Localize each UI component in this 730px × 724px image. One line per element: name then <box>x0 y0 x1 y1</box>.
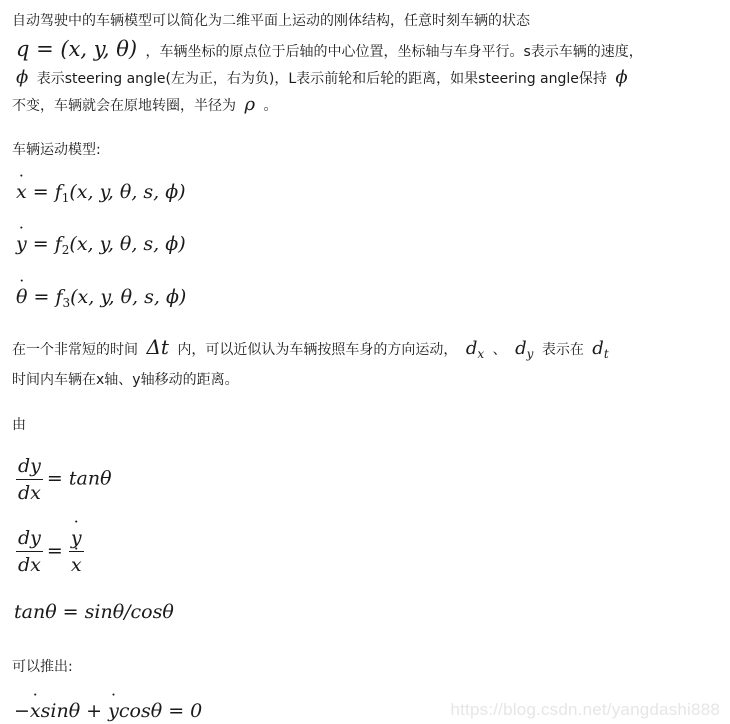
dt-symbol <box>588 338 612 359</box>
dx-symbol <box>462 338 488 359</box>
state-formula: q = (x, y, θ) <box>16 37 138 61</box>
y-dot: ˙ y <box>108 700 119 722</box>
equals: = <box>46 539 63 562</box>
dx-d: d <box>465 338 478 359</box>
intro-line-3 <box>12 65 712 92</box>
dy-symbol <box>511 338 537 359</box>
equation-dydx-ratio <box>16 527 88 576</box>
eq-args: (x, y, θ, s, ϕ) <box>69 233 186 255</box>
delta-t-text-b: 内，可以近似认为车辆按照车身的方向运动， <box>177 342 458 358</box>
eq-rhs: = f <box>27 286 63 308</box>
intro-line-2-text: ，车辆坐标的原点位于后轴的中心位置，坐标轴与车身平行。s表示车辆的速度， <box>145 44 643 60</box>
equation-final <box>14 700 202 722</box>
equation-theta-dot <box>16 286 186 310</box>
eq-args: (x, y, θ, s, ϕ) <box>69 181 186 203</box>
separator: 、 <box>492 342 507 358</box>
x-dot: ˙ x <box>30 700 41 722</box>
denominator <box>71 552 82 576</box>
eq-rhs: = tanθ <box>46 467 112 490</box>
delta-t-text-c: 表示在 <box>541 342 584 358</box>
intro-line-4-end: 。 <box>263 98 278 114</box>
x-dot: ˙ x <box>16 181 27 203</box>
intro-line-2 <box>12 36 712 65</box>
delta-t-symbol: Δt <box>146 335 169 359</box>
delta-t-line-1 <box>12 334 722 367</box>
intro-line-3-text: 表示steering angle(左为正，右为负)，L表示前轮和后轮的距离，如果steering angle保持 <box>36 71 607 87</box>
y-dot: ˙ y <box>71 527 82 549</box>
model-heading: 车辆运动模型: <box>12 142 101 158</box>
y-dot: ˙ y <box>16 233 27 255</box>
eq-part-b: cosθ = 0 <box>118 700 203 722</box>
subscript: 1 <box>61 191 70 205</box>
theta-dot: ˙ θ <box>16 286 27 308</box>
subscript: 2 <box>61 243 70 257</box>
eq-rhs: = f <box>26 233 62 255</box>
dx-sub: x <box>477 347 485 361</box>
rho-symbol: ρ <box>244 94 256 115</box>
intro-line-1: 自动驾驶中的车辆模型可以简化为二维平面上运动的刚体结构，任意时刻车辆的状态 <box>12 13 530 29</box>
phi-symbol-2: ϕ <box>615 67 628 88</box>
fraction-dy-dx <box>16 455 43 504</box>
numerator: dy <box>16 455 43 480</box>
x-dot: ˙ x <box>71 554 82 576</box>
eq-rhs: = f <box>26 181 62 203</box>
derive-heading: 可以推出: <box>12 659 73 675</box>
minus-sign: − <box>14 700 30 722</box>
dy-d: d <box>515 338 527 359</box>
intro-line-4-text: 不变，车辆就会在原地转圈，半径为 <box>12 98 236 114</box>
equation-dydx-tan <box>16 455 112 504</box>
dt-sub: t <box>603 347 609 361</box>
dt-d: d <box>592 338 604 359</box>
denominator: dx <box>18 554 41 576</box>
subscript: 3 <box>62 296 71 310</box>
delta-t-paragraph <box>12 334 722 393</box>
fraction-dy-dx <box>16 527 43 576</box>
watermark: https://blog.csdn.net/yangdashi888 <box>450 700 720 719</box>
intro-line-4 <box>12 92 712 119</box>
phi-symbol: ϕ <box>16 67 29 88</box>
equation-y-dot <box>16 233 186 257</box>
eq-args: (x, y, θ, s, ϕ) <box>70 286 187 308</box>
intro-paragraph <box>12 8 712 119</box>
numerator: dy <box>16 527 43 552</box>
fraction-ydot-xdot <box>69 527 84 576</box>
dy-sub: y <box>526 347 534 361</box>
delta-t-text-a: 在一个非常短的时间 <box>12 342 138 358</box>
denominator: dx <box>18 482 41 504</box>
equation-tan: tanθ = sinθ/cosθ <box>14 601 174 623</box>
eq-part-a: sinθ + <box>40 700 109 722</box>
from-heading: 由 <box>12 417 26 433</box>
delta-t-line-2: 时间内车辆在x轴、y轴移动的距离。 <box>12 372 239 388</box>
equation-x-dot <box>16 181 186 205</box>
